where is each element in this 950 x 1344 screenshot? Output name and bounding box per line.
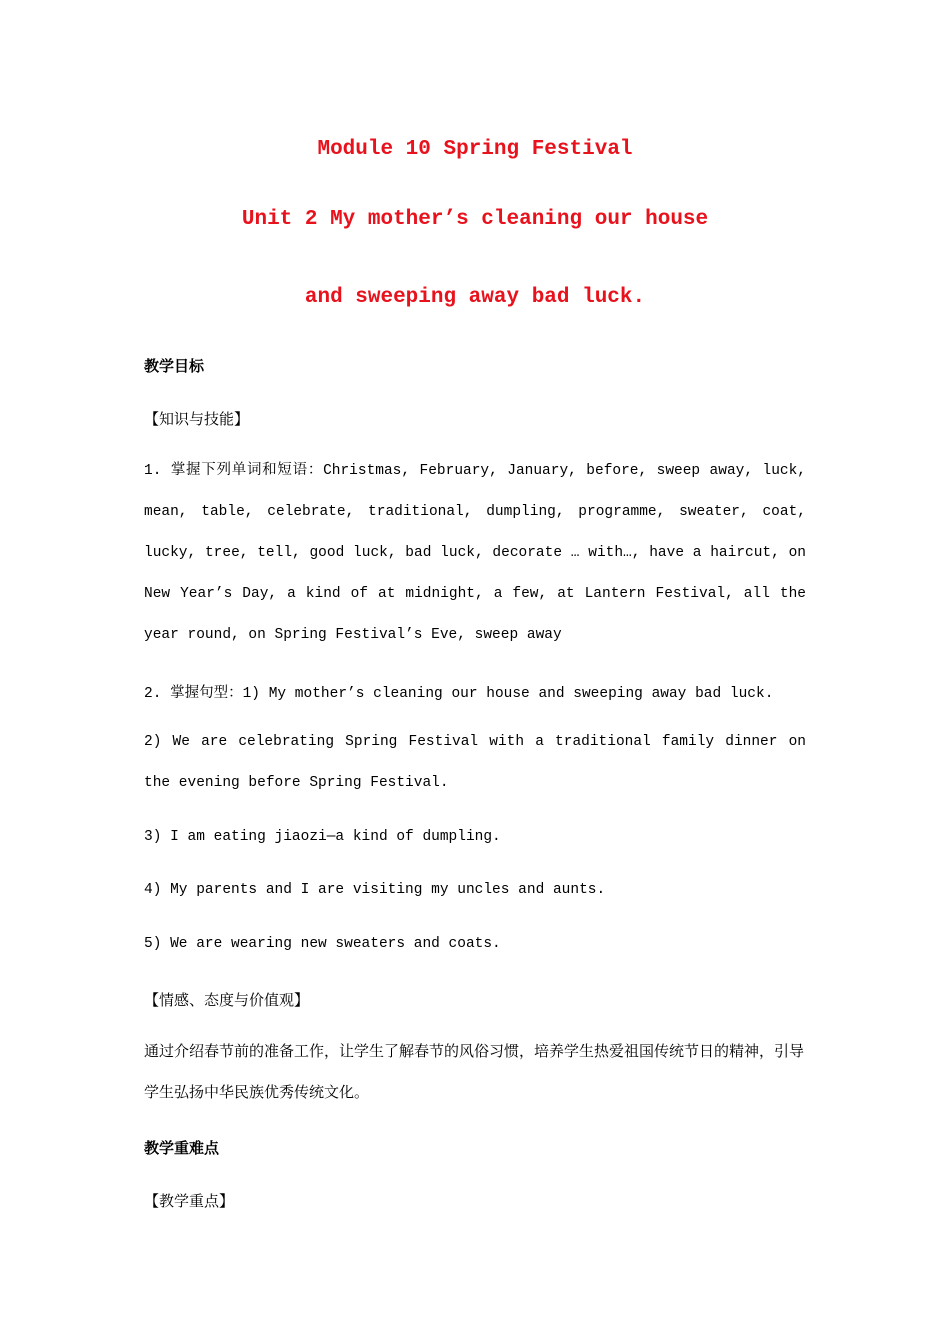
sentence-pattern-4: 4) My parents and I are visiting my uncles and aunts. bbox=[144, 882, 606, 898]
sentence-pattern-3: 3) I am eating jiaozi—a kind of dumpling. bbox=[144, 829, 501, 845]
key-points-label: 【教学重点】 bbox=[144, 1192, 235, 1210]
knowledge-skills-label: 【知识与技能】 bbox=[144, 410, 250, 428]
sentence-pattern-5: 5) We are wearing new sweaters and coats. bbox=[144, 936, 501, 952]
objectives-heading: 教学目标 bbox=[144, 357, 205, 375]
unit-title-continued: and sweeping away bad luck. bbox=[304, 286, 646, 309]
key-points-heading: 教学重难点 bbox=[144, 1139, 220, 1157]
emotion-attitude-text: 通过介绍春节前的准备工作，让学生了解春节的风俗习惯，培养学生热爱祖国传统节日的精神，引导学生弘扬中华民族优秀传统文化。 bbox=[144, 1042, 805, 1101]
sentence-pattern-2: 2) We are celebrating Spring Festival with a traditional family dinner on the evening before Spring Festival. bbox=[144, 734, 806, 791]
emotion-attitude-label: 【情感、态度与价值观】 bbox=[144, 991, 310, 1009]
module-title: Module 10 Spring Festival bbox=[317, 138, 633, 161]
unit-title: Unit 2 My mother’s cleaning our house bbox=[241, 208, 709, 231]
sentence-pattern-1: 2. 掌握句型：1) My mother’s cleaning our house and sweeping away bad luck. bbox=[144, 686, 774, 702]
vocabulary-list: 1. 掌握下列单词和短语：Christmas, February, January, before, sweep away, luck, mean, table, celebrate, traditional, dumpling, programme, sweater, coat, lucky, tree, tell, good luck, bad luck, decorate … with…, have a haircut, on New Year’s Day, a kind of at midnight, a few, at Lantern Festival, all the year round, on Spring Festival’s Eve, sweep away bbox=[144, 463, 806, 643]
